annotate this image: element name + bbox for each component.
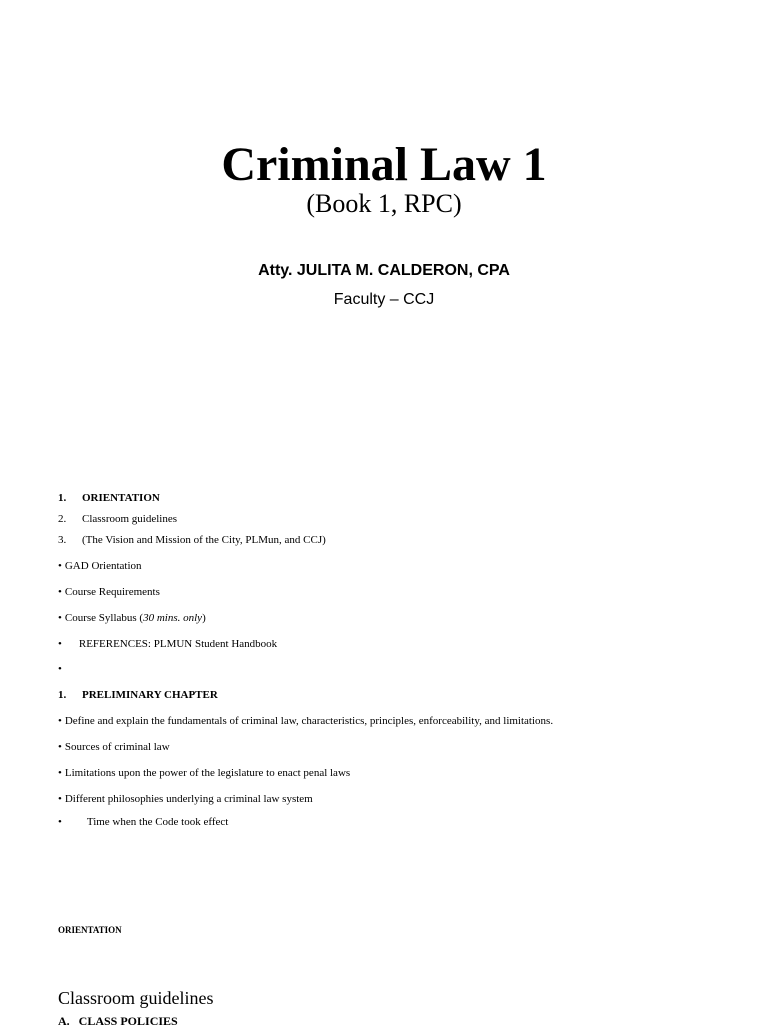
list-item [58, 559, 142, 573]
document-subtitle: (Book 1, RPC) [306, 189, 462, 218]
outline-item-preliminary [58, 688, 218, 702]
subsection-heading-class-policies: A. CLASS POLICIES [58, 1014, 178, 1028]
list-item-text: REFERENCES: PLMUN Student Handbook [78, 638, 278, 650]
list-item [58, 792, 313, 806]
bullet-icon: • [58, 560, 62, 572]
outline-label: (The Vision and Mission of the City, PLMun, and CCJ) [82, 534, 326, 546]
bullet-icon: • [58, 715, 62, 727]
outline-label: PRELIMINARY CHAPTER [82, 689, 218, 701]
outline-number: 2. [58, 513, 67, 525]
list-item-time-code [58, 815, 228, 829]
bullet-icon: • [58, 586, 62, 598]
list-item-text: Course Requirements [64, 586, 160, 598]
bullet-icon: • [58, 767, 62, 779]
list-item-text: Limitations upon the power of the legislature to enact penal laws [64, 767, 351, 779]
outline-label: Classroom guidelines [82, 513, 178, 525]
faculty-line: Faculty – CCJ [333, 291, 435, 308]
bullet-icon: • [58, 638, 62, 650]
outline-label: ORIENTATION [82, 492, 160, 504]
bullet-icon: • [58, 612, 62, 624]
document-title: Criminal Law 1 [221, 138, 547, 191]
list-item-text: Define and explain the fundamentals of criminal law, characteristics, principles, enforceability, and limitations. [64, 715, 554, 727]
outline-number: 3. [58, 534, 67, 546]
bullet-icon: • [58, 816, 62, 828]
outline-number: 1. [58, 689, 67, 701]
syllabus-duration: 30 mins. only [143, 612, 203, 624]
section-heading-classroom-guidelines: Classroom guidelines [58, 988, 214, 1008]
list-item [58, 714, 553, 728]
list-item-text: Time when the Code took effect [86, 816, 229, 828]
list-item-text: Course Syllabus ( [64, 612, 144, 624]
list-item [58, 766, 350, 780]
outline-item-classroom [58, 512, 177, 526]
list-item-text: GAD Orientation [64, 560, 142, 572]
list-item [58, 740, 170, 754]
outline-number: 1. [58, 492, 67, 504]
bullet-icon: • [58, 741, 62, 753]
list-item-text-close: ) [202, 612, 206, 624]
outline-item-orientation [58, 491, 160, 505]
author-name: Atty. JULITA M. CALDERON, CPA [258, 262, 510, 279]
list-item-empty [58, 662, 65, 676]
list-item-references [58, 637, 277, 651]
list-item-text: Different philosophies underlying a criminal law system [64, 793, 313, 805]
list-item-text: Sources of criminal law [64, 741, 170, 753]
bullet-icon: • [58, 663, 62, 675]
section-heading-orientation: ORIENTATION [58, 925, 122, 935]
list-item [58, 611, 206, 625]
list-item [58, 585, 160, 599]
bullet-icon: • [58, 793, 62, 805]
outline-item-vision [58, 533, 326, 547]
